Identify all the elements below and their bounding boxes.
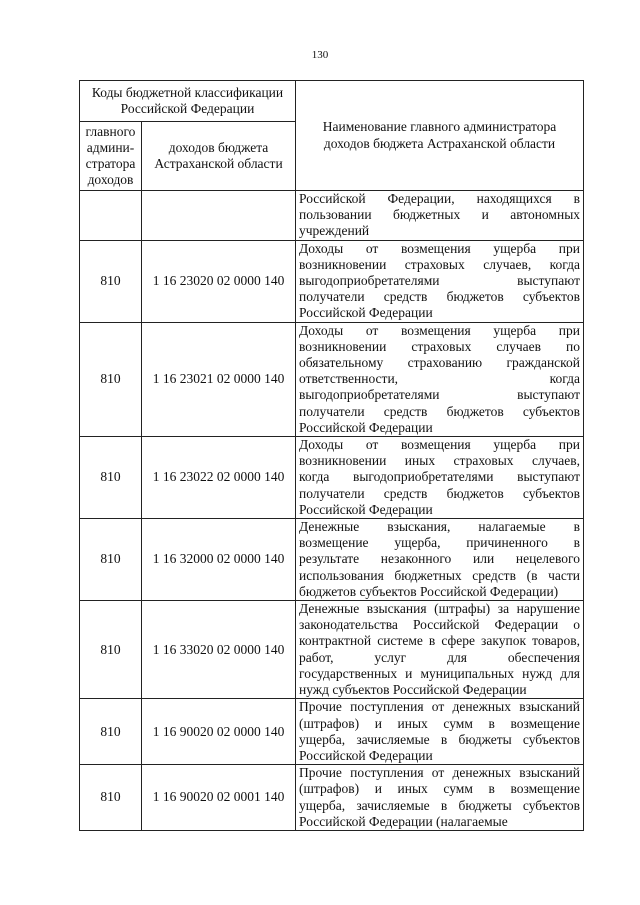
admin-code-cell xyxy=(80,191,142,241)
admin-code-cell: 810 xyxy=(80,601,142,699)
revenue-code-cell: 1 16 33020 02 0000 140 xyxy=(142,601,296,699)
description-line: Доходы от возмещения ущерба при xyxy=(299,437,581,453)
description-line: когда выгодоприобретателями выступают xyxy=(299,469,581,485)
admin-code-cell: 810 xyxy=(80,519,142,601)
header-main-administrator xyxy=(80,122,142,191)
description-line: (штрафов) и иных сумм в возмещение xyxy=(299,715,581,731)
description-line: пользовании бюджетных и автономных xyxy=(299,207,581,223)
revenue-code-cell: 1 16 23021 02 0000 140 xyxy=(142,322,296,436)
description-line: Российской Федерации (налагаемые xyxy=(299,813,508,829)
description-line: законодательства Российской Федерации о xyxy=(299,617,581,633)
description-line: Российской Федерации xyxy=(299,305,433,321)
description-line: ущерба, зачисляемые в бюджеты субъектов xyxy=(299,797,581,813)
description-line: Российской Федерации xyxy=(299,419,433,435)
description-line: контрактной системе в сфере закупок товаров, xyxy=(299,633,581,649)
description-line: обязательному страхованию гражданской xyxy=(299,355,581,371)
description-line: выгодоприобретателями выступают xyxy=(299,273,581,289)
header-admin-line: стратора xyxy=(85,156,136,171)
revenue-code-cell xyxy=(142,191,296,241)
description-line: учреждений xyxy=(299,223,370,239)
description-line: результате незаконного или нецелевого xyxy=(299,551,581,567)
description-line: Российской Федерации xyxy=(299,501,433,517)
description-line: выгодоприобретателями выступают xyxy=(299,387,581,403)
table-header-row xyxy=(80,81,584,122)
description-line: использования бюджетных средств (в части xyxy=(299,567,581,583)
revenue-code-cell: 1 16 32000 02 0000 140 xyxy=(142,519,296,601)
description-line: возмещение ущерба, причиненного в xyxy=(299,535,581,551)
revenue-description-cell xyxy=(296,765,584,831)
description-line: Доходы от возмещения ущерба при xyxy=(299,322,581,338)
description-line: Российской Федерации, находящихся в xyxy=(299,191,581,206)
table-row xyxy=(80,519,584,601)
revenue-description-cell xyxy=(296,519,584,601)
description-line: возникновении страховых случаев по xyxy=(299,338,581,354)
header-revenue-code xyxy=(142,122,296,191)
description-line: Российской Федерации xyxy=(299,747,433,763)
description-line: ответственности, когда xyxy=(299,371,581,387)
description-line: Прочие поступления от денежных взысканий xyxy=(299,699,581,715)
revenue-code-cell: 1 16 90020 02 0001 140 xyxy=(142,765,296,831)
table-body xyxy=(80,191,584,831)
revenue-description-cell xyxy=(296,191,584,241)
header-budget-codes: Коды бюджетной классификации Российской Федерации xyxy=(80,81,296,122)
description-line: нужд субъектов Российской Федерации xyxy=(299,682,527,698)
revenue-description-cell xyxy=(296,240,584,322)
admin-code-cell: 810 xyxy=(80,240,142,322)
table-row xyxy=(80,191,584,241)
revenue-code-cell: 1 16 23022 02 0000 140 xyxy=(142,437,296,519)
revenue-code-cell: 1 16 23020 02 0000 140 xyxy=(142,240,296,322)
table-row xyxy=(80,437,584,519)
header-name-line: доходов бюджета Астраханской области xyxy=(323,135,556,151)
admin-code-cell: 810 xyxy=(80,699,142,765)
description-line: получатели средств бюджетов субъектов xyxy=(299,403,581,419)
revenue-description-cell xyxy=(296,601,584,699)
header-code-line: доходов бюджета xyxy=(168,139,269,155)
table-row xyxy=(80,601,584,699)
revenue-description-cell xyxy=(296,437,584,519)
description-line: бюджетов субъектов Российской Федерации) xyxy=(299,583,559,599)
table-row xyxy=(80,699,584,765)
header-admin-line: главного xyxy=(85,123,136,139)
header-code-line: Астраханской области xyxy=(154,156,283,171)
admin-code-cell: 810 xyxy=(80,437,142,519)
revenue-description-cell xyxy=(296,699,584,765)
table-row xyxy=(80,240,584,322)
description-line: возникновении иных страховых случаев, xyxy=(299,453,581,469)
description-line: государственных и муниципальных нужд для xyxy=(299,665,581,681)
description-line: Денежные взыскания (штрафы) за нарушение xyxy=(299,601,581,617)
description-line: получатели средств бюджетов субъектов xyxy=(299,289,581,305)
admin-code-cell: 810 xyxy=(80,322,142,436)
header-admin-line: доходов xyxy=(87,172,134,188)
description-line: (штрафов) и иных сумм в возмещение xyxy=(299,781,581,797)
budget-classification-table xyxy=(79,80,584,831)
description-line: Доходы от возмещения ущерба при xyxy=(299,240,581,256)
revenue-description-cell xyxy=(296,322,584,436)
description-line: получатели средств бюджетов субъектов xyxy=(299,485,581,501)
page-number: 130 xyxy=(311,49,329,61)
description-line: Прочие поступления от денежных взысканий xyxy=(299,765,581,781)
table-row xyxy=(80,765,584,831)
description-line: возникновении страховых случаев, когда xyxy=(299,256,581,272)
description-line: работ, услуг для обеспечения xyxy=(299,649,581,665)
revenue-code-cell: 1 16 90020 02 0000 140 xyxy=(142,699,296,765)
header-admin-line: админи- xyxy=(86,139,135,155)
description-line: Денежные взыскания, налагаемые в xyxy=(299,519,581,535)
table-row xyxy=(80,322,584,436)
header-administrator-name xyxy=(296,81,584,191)
header-name-line: Наименование главного администратора xyxy=(322,119,557,135)
description-line: ущерба, зачисляемые в бюджеты субъектов xyxy=(299,731,581,747)
admin-code-cell: 810 xyxy=(80,765,142,831)
